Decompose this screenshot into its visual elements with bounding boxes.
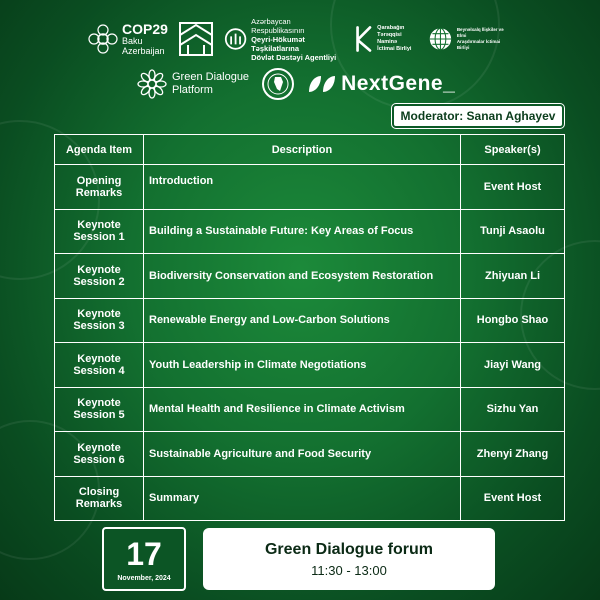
- event-month-year: November, 2024: [117, 574, 171, 582]
- table-row: [55, 387, 565, 432]
- table-row: [55, 254, 565, 299]
- green-dialogue-flower-icon: [136, 68, 168, 100]
- union-name-line1: Beynəlxalq İlişkilər və Elmi: [456, 27, 504, 38]
- description-cell: Building a Sustainable Future: Key Areas of Focus: [144, 209, 461, 254]
- speaker-cell: Event Host: [461, 165, 565, 210]
- agency-emblem-icon: [224, 26, 247, 52]
- agenda-item-cell: Closing Remarks: [55, 476, 144, 521]
- header-speakers: Speaker(s): [461, 135, 565, 165]
- agenda-item-cell: Keynote Session 3: [55, 298, 144, 343]
- speaker-cell: Jiayi Wang: [461, 343, 565, 388]
- agency-name-line1: Azərbaycan Respublikasının: [251, 16, 305, 35]
- description-cell: Youth Leadership in Climate Negotiations: [144, 343, 461, 388]
- karabakh-name-line2: Tərəqqisi Naminə: [377, 32, 402, 45]
- africa-seal-icon: [261, 67, 295, 101]
- event-time: 11:30 - 13:00: [311, 562, 387, 578]
- agenda-item-cell: Keynote Session 5: [55, 387, 144, 432]
- cop29-title: COP29: [122, 21, 168, 37]
- ornament-emblem-icon: [178, 21, 214, 57]
- event-title: Green Dialogue forum: [264, 540, 434, 558]
- description-cell: Renewable Energy and Low-Carbon Solutions: [144, 298, 461, 343]
- table-row: [55, 432, 565, 477]
- agenda-item-cell: Keynote Session 4: [55, 343, 144, 388]
- karabakh-name-line1: Qarabağın: [377, 25, 405, 31]
- green-dialogue-platform-logo: [136, 68, 249, 100]
- table-row: [55, 476, 565, 521]
- green-dialogue-name-line2: Platform: [172, 84, 213, 96]
- partner-logos-row: [88, 14, 508, 64]
- agenda-item-cell: Keynote Session 2: [55, 254, 144, 299]
- organizer-logos-row: [136, 66, 466, 102]
- ornament-logo: [178, 21, 214, 57]
- cop29-logo: [88, 22, 168, 56]
- agenda-item-cell: Keynote Session 6: [55, 432, 144, 477]
- table-row: [55, 165, 565, 210]
- speaker-cell: Hongbo Shao: [461, 298, 565, 343]
- header-agenda-item: Agenda Item: [55, 135, 144, 165]
- speaker-cell: Sizhu Yan: [461, 387, 565, 432]
- event-day: 17: [126, 535, 162, 572]
- africa-emblem-logo: [261, 67, 295, 101]
- description-cell: Summary: [144, 476, 461, 521]
- cop29-subtitle-city: Baku: [122, 36, 143, 46]
- description-cell: Sustainable Agriculture and Food Security: [144, 432, 461, 477]
- international-relations-union-logo: [428, 25, 508, 53]
- agency-name-line2: Qeyri-Hökumət Təşkilatlarına: [251, 34, 305, 53]
- event-date-box: [102, 527, 186, 591]
- agenda-item-cell: Opening Remarks: [55, 165, 144, 210]
- union-name-line2: Araşdırmalar İctimai Birliyi: [456, 39, 501, 50]
- table-row: [55, 209, 565, 254]
- table-row: [55, 298, 565, 343]
- ngo-agency-logo: [224, 17, 344, 62]
- karabakh-union-logo: [354, 24, 418, 54]
- karabakh-k-icon: [354, 24, 374, 54]
- agency-name-line3: Dövlət Dəstəyi Agentliyi: [251, 52, 337, 62]
- speaker-cell: Zhenyi Zhang: [461, 432, 565, 477]
- agenda-header-row: [55, 135, 565, 165]
- leaf-icon: [307, 74, 337, 94]
- description-cell: Mental Health and Resilience in Climate Activism: [144, 387, 461, 432]
- description-cell: Introduction: [144, 165, 461, 210]
- karabakh-name-line3: İctimai Birliyi: [377, 46, 412, 52]
- nextgene-logo: [307, 72, 455, 96]
- agenda-item-cell: Keynote Session 1: [55, 209, 144, 254]
- speaker-cell: Event Host: [461, 476, 565, 521]
- description-cell: Biodiversity Conservation and Ecosystem Restoration: [144, 254, 461, 299]
- nextgene-name: NextGene_: [341, 72, 456, 95]
- cop29-subtitle-country: Azerbaijan: [122, 46, 165, 56]
- moderator-badge: Moderator: Sanan Aghayev: [392, 104, 564, 128]
- speaker-cell: Tunji Asaolu: [461, 209, 565, 254]
- header-description: Description: [144, 135, 461, 165]
- event-info-box: [203, 528, 495, 590]
- globe-icon: [428, 25, 453, 53]
- green-dialogue-name-line1: Green Dialogue: [172, 71, 250, 83]
- table-row: [55, 343, 565, 388]
- speaker-cell: Zhiyuan Li: [461, 254, 565, 299]
- cop29-flower-icon: [88, 24, 118, 54]
- agenda-table: [54, 134, 565, 521]
